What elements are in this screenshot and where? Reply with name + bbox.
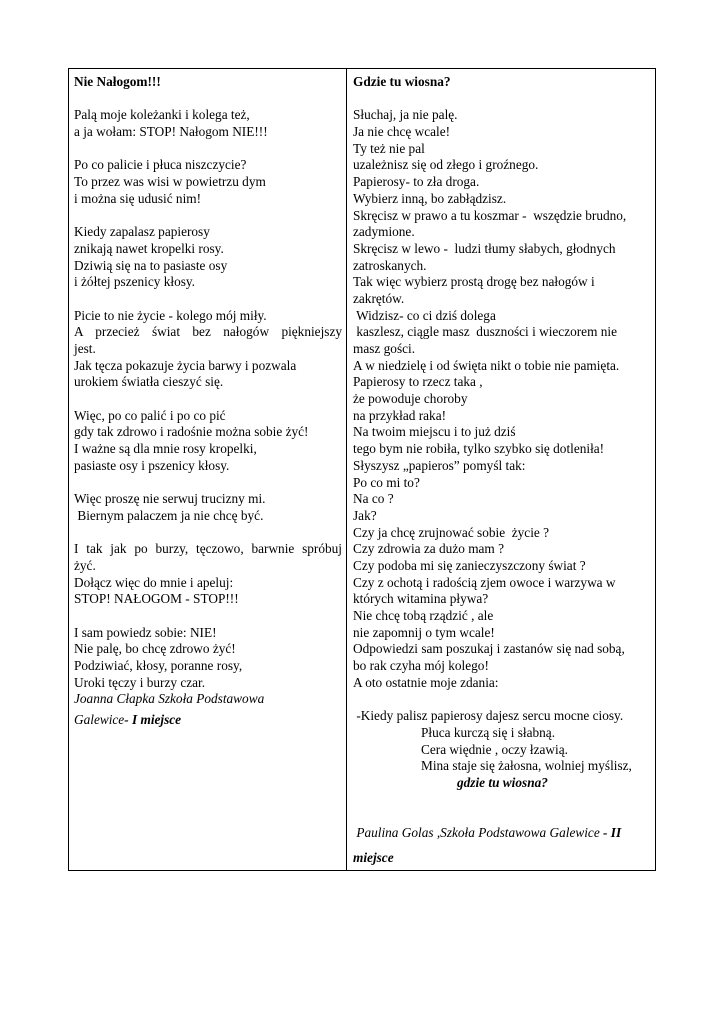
poem-line: A oto ostatnie moje zdania: — [353, 674, 499, 690]
poem-line: i można się udusić nim! — [74, 190, 202, 206]
poem-line: Czy podoba mi się zanieczyszczony świat ? — [353, 557, 586, 573]
poem-line: Skręcisz w lewo - ludzi tłumy słabych, głodnych — [353, 240, 616, 256]
poem-line: gdy tak zdrowo i radośnie można sobie żyć! — [74, 424, 309, 440]
closing-question: gdzie tu wiosna? — [457, 774, 548, 790]
poem-line: Więc, po co palić i po co pić — [74, 407, 226, 423]
left-poem-title: Nie Nałogom!!! — [74, 74, 161, 89]
poem-line: To przez was wisi w powietrzu dym — [74, 174, 266, 190]
poem-line: Dziwią się na to pasiaste osy — [74, 257, 228, 273]
poem-line: STOP! NAŁOGOM - STOP!!! — [74, 591, 239, 607]
poem-line: bo rak czyha mój kolego! — [353, 658, 489, 674]
right-author-line — [353, 825, 653, 842]
closing-line: -Kiedy palisz papierosy dajesz sercu mocne ciosy. — [353, 708, 624, 724]
closing-line: Płuca kurczą się i słabną. — [421, 724, 556, 740]
poem-line: Nie chcę tobą rządzić , ale — [353, 608, 494, 623]
poem-line: A w niedzielę i od święta nikt o tobie nie pamięta. — [353, 357, 620, 373]
poem-line: Czy ja chcę zrujnować sobie życie ? — [353, 524, 550, 540]
poem-line: kaszlesz, ciągle masz duszności i wieczorem nie — [353, 324, 617, 340]
poem-line: Papierosy to rzecz taka , — [353, 374, 483, 390]
right-author-name: Paulina Golas ,Szkoła Podstawowa Galewice — [353, 824, 600, 840]
poem-line: że powoduje choroby — [353, 391, 468, 407]
right-award-word: miejsce — [353, 849, 394, 865]
poem-line: tego bym nie robiła, tylko szybko się dotleniła! — [353, 441, 605, 457]
column-divider — [346, 69, 347, 870]
poem-line: Po co mi to? — [353, 474, 420, 490]
poem-line: nie zapomnij o tym wcale! — [353, 624, 495, 640]
poem-line: jest. — [74, 341, 96, 356]
left-award: - I miejsce — [124, 712, 182, 728]
poem-line: uzależnisz się od złego i groźnego. — [353, 157, 539, 173]
poem-line: Picie to nie życie - kolego mój miły. — [74, 307, 267, 323]
closing-line: Mina staje się żałosna, wolniej myślisz, — [421, 758, 632, 774]
left-author-line: Joanna Cłapka Szkoła Podstawowa — [74, 691, 265, 707]
left-author-town: Galewice — [74, 712, 125, 728]
poem-line: Papierosy- to zła droga. — [353, 174, 480, 190]
poem-line: Na co ? — [353, 491, 394, 507]
poem-line: A przecież świat bez nałogów piękniejszy — [74, 324, 342, 340]
left-poem-column — [74, 74, 342, 729]
poem-line: urokiem światła cieszyć się. — [74, 374, 224, 390]
poem-line: a ja wołam: STOP! Nałogom NIE!!! — [74, 124, 268, 140]
right-poem-title: Gdzie tu wiosna? — [353, 74, 451, 89]
poem-line: i żółtej pszenicy kłosy. — [74, 274, 195, 290]
poem-line: Czy z ochotą i radością zjem owoce i warzywa w — [353, 574, 616, 590]
poem-line: Tak więc wybierz prostą drogę bez nałogów i — [353, 274, 595, 290]
poem-line: Wybierz inną, bo zabłądzisz. — [353, 190, 507, 206]
poem-line: Jak tęcza pokazuje życia barwy i pozwala — [74, 357, 297, 373]
right-award: - II — [599, 824, 622, 840]
poem-line: Słyszysz „papieros” pomyśl tak: — [353, 457, 526, 473]
poem-line: zadymione. — [353, 224, 415, 240]
poem-line: których witamina pływa? — [353, 591, 489, 607]
poem-line: Skręcisz w prawo a tu koszmar - wszędzie brudno, — [353, 207, 627, 223]
poem-line: Ty też nie pal — [353, 140, 425, 156]
poem-line: Więc proszę nie serwuj trucizny mi. — [74, 491, 266, 507]
poem-line: Ja nie chcę wcale! — [353, 124, 451, 140]
poem-line: zatroskanych. — [353, 257, 427, 273]
poem-line: Podziwiać, kłosy, poranne rosy, — [74, 658, 243, 674]
closing-line: Cera więdnie , oczy łzawią. — [421, 741, 568, 757]
poem-line: Na twoim miejscu i to już dziś — [353, 424, 516, 440]
right-poem-column — [353, 74, 653, 866]
right-poem-lines — [353, 107, 653, 691]
poem-line: Palą moje koleżanki i kolega też, — [74, 107, 250, 123]
poem-line: masz gości. — [353, 341, 416, 356]
poem-line: Jak? — [353, 507, 377, 523]
poem-line: Biernym palaczem ja nie chcę być. — [74, 507, 264, 523]
poem-line: Dołącz więc do mnie i apeluj: — [74, 574, 234, 590]
poem-line: Widzisz- co ci dziś dolega — [353, 307, 496, 323]
poem-line: I tak jak po burzy, tęczowo, barwnie spróbuj — [74, 541, 342, 557]
poem-line: żyć. — [74, 557, 96, 573]
poem-line: Nie palę, bo chcę zdrowo żyć! — [74, 641, 236, 657]
left-author-place — [74, 712, 342, 729]
poem-line: Kiedy zapalasz papierosy — [74, 224, 210, 240]
poems-table — [68, 68, 656, 871]
poem-line: Słuchaj, ja nie palę. — [353, 107, 458, 123]
poem-line: Uroki tęczy i burzy czar. — [74, 674, 206, 690]
poem-line: zakrętów. — [353, 290, 405, 306]
poem-line: Odpowiedzi sam poszukaj i zastanów się nad sobą, — [353, 641, 625, 657]
poem-line: Czy zdrowia za dużo mam ? — [353, 541, 505, 557]
poem-line: I ważne są dla mnie rosy kropelki, — [74, 441, 257, 457]
poem-line: na przykład raka! — [353, 407, 447, 423]
poem-line: I sam powiedz sobie: NIE! — [74, 624, 217, 640]
poem-line: pasiaste osy i pszenicy kłosy. — [74, 457, 230, 473]
poem-line: Po co palicie i płuca niszczycie? — [74, 157, 247, 173]
poem-line: znikają nawet kropelki rosy. — [74, 240, 224, 256]
